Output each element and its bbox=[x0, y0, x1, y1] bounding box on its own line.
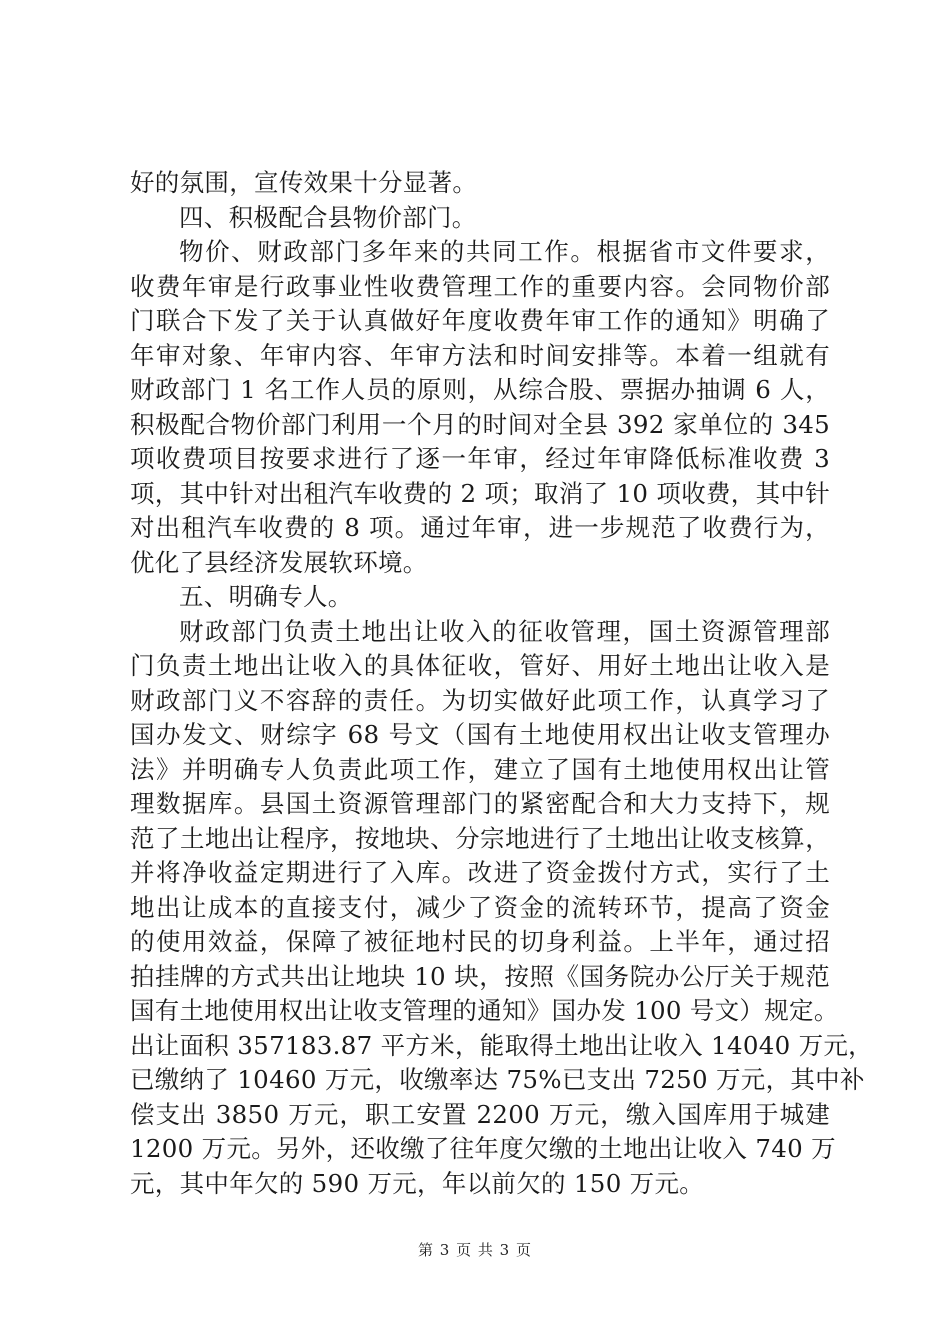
page-number-label: 第 3 页 共 3 页 bbox=[418, 1241, 532, 1259]
page-footer bbox=[0, 1239, 950, 1260]
section-heading: 四、积极配合县物价部门。 bbox=[179, 202, 477, 232]
text-line: 好的氛围，宣传效果十分显著。 bbox=[130, 168, 478, 197]
text-line: 积极配合物价部门利用一个月的时间对全县 392 家单位的 345 bbox=[130, 409, 830, 439]
text-line: 财政部门负责土地出让收入的征收管理，国土资源管理部 bbox=[179, 616, 830, 646]
text-line: 法》并明确专人负责此项工作，建立了国有土地使用权出让管 bbox=[130, 754, 830, 784]
text-line: 出让面积 357183.87 平方米，能取得土地出让收入 14040 万元， bbox=[130, 1030, 873, 1060]
text-line: 已缴纳了 10460 万元，收缴率达 75%已支出 7250 万元，其中补 bbox=[130, 1065, 865, 1094]
text-line: 收费年审是行政事业性收费管理工作的重要内容。会同物价部 bbox=[130, 271, 830, 301]
text-line: 物价、财政部门多年来的共同工作。根据省市文件要求， bbox=[179, 237, 830, 266]
text-line: 财政部门义不容辞的责任。为切实做好此项工作，认真学习了 bbox=[130, 685, 830, 715]
text-line: 项，其中针对出租汽车收费的 2 项；取消了 10 项收费，其中针 bbox=[130, 478, 831, 508]
text-line: 优化了县经济发展软环境。 bbox=[130, 547, 428, 577]
text-line: 偿支出 3850 万元，职工安置 2200 万元，缴入国库用于城建 bbox=[130, 1099, 830, 1129]
text-line: 国办发文、财综字 68 号文（国有土地使用权出让收支管理办 bbox=[130, 720, 830, 749]
text-line: 年审对象、年审内容、年审方法和时间安排等。本着一组就有 bbox=[130, 340, 830, 370]
text-line: 财政部门 1 名工作人员的原则，从综合股、票据办抽调 6 人， bbox=[130, 375, 830, 404]
section-heading: 五、明确专人。 bbox=[179, 582, 353, 611]
text-line: 并将净收益定期进行了入库。改进了资金拨付方式，实行了土 bbox=[130, 858, 830, 887]
text-line: 门联合下发了关于认真做好年度收费年审工作的通知》明确了 bbox=[130, 306, 830, 335]
text-line: 拍挂牌的方式共出让地块 10 块，按照《国务院办公厅关于规范 bbox=[130, 961, 830, 991]
text-line: 项收费项目按要求进行了逐一年审，经过年审降低标准收费 3 bbox=[130, 444, 830, 473]
text-line: 地出让成本的直接支付，减少了资金的流转环节，提高了资金 bbox=[130, 892, 830, 922]
text-line: 的使用效益，保障了被征地村民的切身利益。上半年，通过招 bbox=[130, 927, 830, 956]
text-line: 门负责土地出让收入的具体征收，管好、用好土地出让收入是 bbox=[130, 651, 830, 680]
text-line: 理数据库。县国土资源管理部门的紧密配合和大力支持下，规 bbox=[130, 789, 830, 818]
text-line: 对出租汽车收费的 8 项。通过年审，进一步规范了收费行为， bbox=[130, 513, 830, 542]
text-line: 范了土地出让程序，按地块、分宗地进行了土地出让收支核算， bbox=[130, 823, 830, 853]
text-line: 1200 万元。另外，还收缴了往年度欠缴的土地出让收入 740 万 bbox=[130, 1134, 836, 1163]
text-line: 元，其中年欠的 590 万元，年以前欠的 150 万元。 bbox=[130, 1168, 705, 1198]
text-line: 国有土地使用权出让收支管理的通知》国办发 100 号文）规定。 bbox=[130, 996, 839, 1025]
document-body bbox=[130, 166, 873, 1201]
